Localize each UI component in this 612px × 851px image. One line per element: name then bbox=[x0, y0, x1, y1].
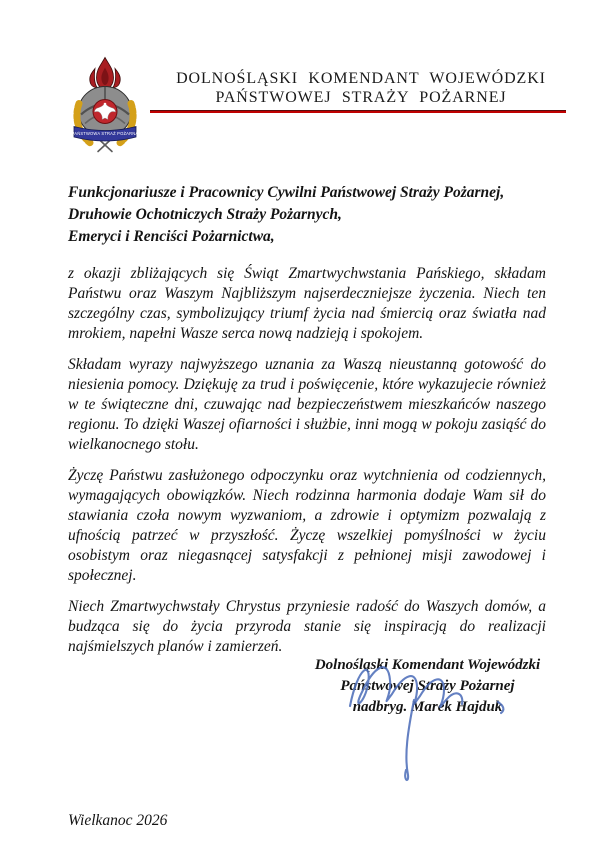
body-paragraph-4: Niech Zmartwychwstały Chrystus przyniesie radość do Waszych domów, a budząca się do życia przyroda stanie się inspiracją do realizacji najśmielszych planów i zamierzeń. bbox=[68, 598, 546, 655]
signature-block bbox=[300, 655, 555, 718]
crest-ribbon-text: PAŃSTWOWA STRAŻ POŻARNA bbox=[71, 131, 139, 137]
letter-body bbox=[68, 264, 546, 668]
letterhead-title bbox=[155, 69, 567, 107]
salutation-line-2: Druhowie Ochotniczych Straży Pożarnych, bbox=[68, 206, 342, 223]
salutation-line-3: Emeryci i Renciści Pożarnictwa, bbox=[68, 228, 275, 245]
body-paragraph-1: z okazji zbliżających się Świąt Zmartwychwstania Pańskiego, składam Państwu oraz Waszym Najbliższym najserdeczniejsze życzenia. Niech ten szczególny czas, symbolizujący triumf życia nad śmiercią oraz światła nad mrokiem, napełni Wasze serca nową nadzieją i spokojem. bbox=[68, 265, 546, 342]
salutation bbox=[68, 182, 556, 248]
crest-flame-icon bbox=[90, 58, 121, 90]
letterhead-title-line1: DOLNOŚLĄSKI KOMENDANT WOJEWÓDZKI bbox=[176, 70, 546, 87]
body-paragraph-3: Życzę Państwu zasłużonego odpoczynku oraz wytchnienia od codziennych, wymagających obowiązków. Niech rodzinna harmonia dodaje Wam sił do stawiania czoła nowym wyzwaniom, a zdrowie i optymizm pozwalają z ufnością patrzeć w przyszłość. Życzę wszelkiej pomyślności w życiu osobistym oraz niegasnącej satysfakcji z pełnionej misji zawodowej i społecznej. bbox=[68, 467, 546, 584]
fire-service-crest-icon bbox=[64, 55, 146, 154]
salutation-line-1: Funkcjonariusze i Pracownicy Cywilni Państwowej Straży Pożarnej, bbox=[68, 184, 505, 201]
letterhead-title-line2: PAŃSTWOWEJ STRAŻY POŻARNEJ bbox=[215, 89, 507, 106]
signatory-title-line1: Dolnośląski Komendant Wojewódzki bbox=[314, 657, 541, 673]
body-paragraph-2: Składam wyrazy najwyższego uznania za Waszą nieustanną gotowość do niesienia pomocy. Dziękuję za trud i poświęcenie, które wykazujecie również w te świąteczne dni, czuwając nad bezpieczeństwem mieszkańców naszego regionu. To dzięki Waszej ofiarności i służbie, inni mogą w pokoju zasiąść do wielkanocnego stołu. bbox=[68, 356, 546, 453]
signatory-title-line2: Państwowej Straży Pożarnej bbox=[340, 678, 515, 694]
date-label: Wielkanoc 2026 bbox=[68, 812, 168, 829]
crest-eagle-medallion-icon bbox=[93, 100, 117, 124]
letterhead-rule bbox=[150, 110, 566, 113]
signatory-name: nadbryg. Marek Hajduk bbox=[352, 699, 503, 715]
